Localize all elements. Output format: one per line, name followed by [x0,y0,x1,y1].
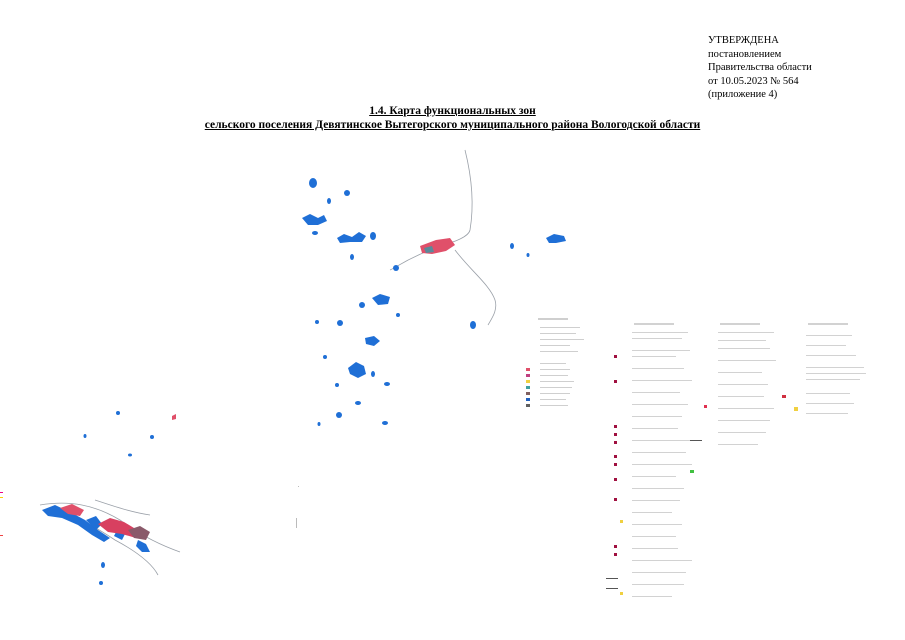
map-subtitle: сельского поселения Девятинское Вытегорского муниципального района Вологодской области [204,119,701,131]
lake [370,232,376,240]
lake [382,421,388,425]
settlement-zones [60,238,455,540]
approval-line-2: постановлением [708,48,782,60]
legend-column-3 [690,323,776,473]
lake [84,434,87,438]
road-network [40,150,496,575]
lake [359,302,365,308]
lake [510,243,514,249]
lake [371,371,375,377]
lake [470,321,476,329]
lake [323,355,327,359]
lake [136,540,150,552]
map-title: 1.4. Карта функциональных зон [369,105,536,117]
approval-stamp [708,34,812,102]
lake [348,362,366,378]
approval-line-1: УТВЕРЖДЕНА [708,35,779,46]
lake [309,178,317,188]
lake [350,254,354,260]
functional-zones-map [0,135,905,640]
approval-line-5: (приложение 4) [708,89,778,100]
lake [527,253,530,257]
lake [327,198,331,204]
lake [384,382,390,386]
lake [312,231,318,235]
lake [335,383,339,387]
residential-zone [172,414,176,420]
lake [336,412,342,418]
lake [302,214,327,225]
lake [128,454,132,457]
lake [546,234,566,243]
lake [396,313,400,317]
lake [116,411,120,415]
legend-column-4 [782,323,866,414]
legend-column-2 [606,323,692,597]
lake [337,232,366,243]
lake [315,320,319,324]
approval-line-3: Правительства области [708,62,812,73]
lake [355,401,361,405]
residential-zone [420,238,455,254]
lake [150,435,154,439]
lake [365,336,380,346]
lake [344,190,350,196]
lake [318,422,321,426]
lake [372,294,390,305]
approval-line-4: от 10.05.2023 № 564 [708,75,799,87]
lake [99,581,103,585]
lake [337,320,343,326]
legend [526,318,866,597]
lake [393,265,399,271]
lake [101,562,105,568]
legend-column-1 [526,318,584,407]
